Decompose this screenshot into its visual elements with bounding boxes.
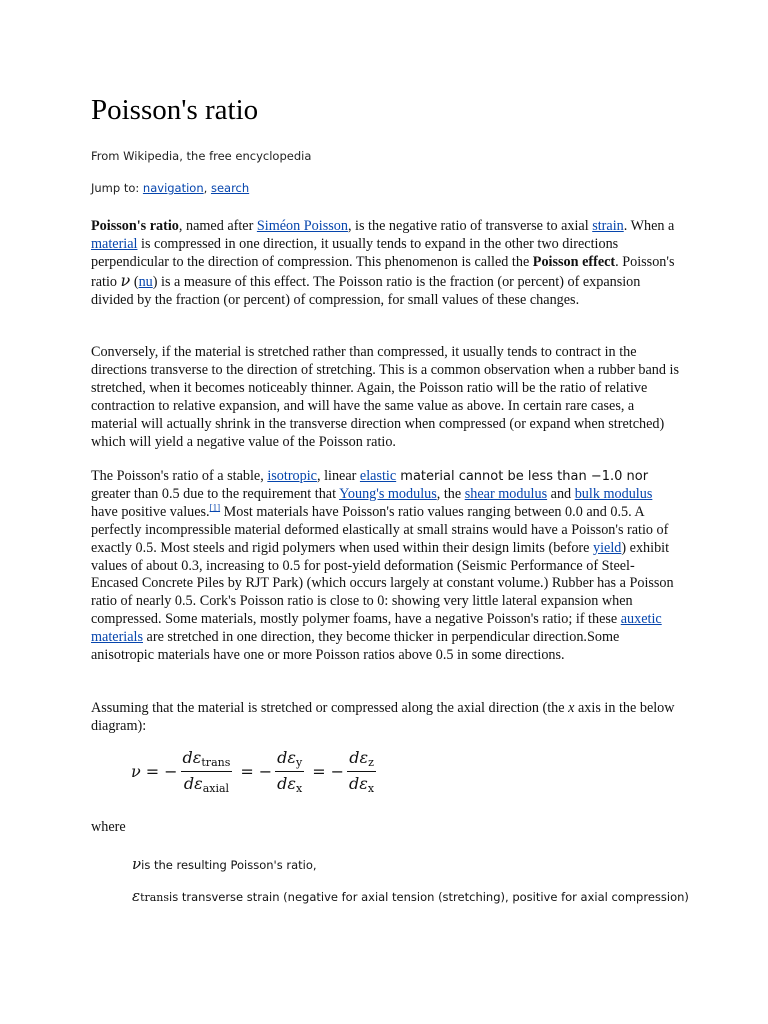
reference-superscript: [210, 502, 221, 512]
d-symbol: d: [349, 748, 360, 767]
epsilon-symbol: ε: [287, 748, 297, 767]
intro-paragraph: [91, 218, 681, 310]
formula-minus-2: −: [258, 762, 273, 781]
fraction-denominator: [275, 772, 304, 795]
subscript-trans: trans: [140, 891, 170, 904]
text: greater than 0.5 due to the requirement that: [91, 485, 340, 502]
fraction-denominator: [182, 772, 231, 795]
epsilon-symbol: ε: [287, 774, 297, 793]
link-shear-modulus[interactable]: shear modulus: [464, 485, 548, 502]
bold-term-poisson-effect: Poisson effect: [532, 253, 616, 270]
where-label: [91, 819, 681, 837]
reference-link-1[interactable]: [1]: [209, 502, 221, 513]
formula-nu: ν: [131, 762, 141, 781]
formula-equals-2: =: [240, 762, 254, 781]
link-elastic[interactable]: elastic: [359, 468, 397, 484]
epsilon-symbol: ε: [192, 748, 202, 767]
definition-epsilon-trans: [132, 887, 689, 905]
formula-minus-3: −: [330, 762, 345, 781]
fraction-z-x: [347, 748, 376, 795]
text: ) exhibit values of about 0.3, increasing to 0.5 for post-yield deformation (Seismic Performance of Steel-Encased Concrete Piles by RJT Park) (which occurs largely at constant volume.) Rubber has a Poisson ratio of nearly 0.5. Cork's Poisson ratio is close to 0: showing very little lateral expansion when compressed. Some materials, mostly polymer foams, have a negative Poisson's ratio; if these: [91, 539, 674, 628]
d-symbol: d: [277, 774, 288, 793]
link-material[interactable]: material: [91, 235, 138, 252]
formula-equals-1: =: [145, 762, 160, 781]
link-auxetic-materials[interactable]: auxetic materials: [91, 611, 662, 646]
definition-nu: [132, 855, 317, 873]
where-text: where: [91, 819, 126, 835]
text: The Poisson's ratio of a stable,: [91, 468, 268, 484]
text: Most materials have Poisson's ratio values ranging between 0.0 and 0.5. A perfectly incompressible material deformed elastically at small strains would have a Poisson's ratio of exactly 0.5. Most steels and rigid polymers when used within their design limits (before: [91, 503, 669, 556]
poisson-formula: [131, 748, 379, 795]
epsilon-symbol: ε: [194, 774, 203, 793]
epsilon-symbol: ε: [359, 748, 369, 767]
fraction-trans-axial: [181, 748, 233, 795]
d-symbol: d: [182, 748, 193, 767]
text: ) is a measure of this effect. The Poisson ratio is the fraction (or percent) of expansion divided by the fraction (or percent) of compression, for small values of these changes.: [91, 273, 641, 308]
epsilon-symbol: ε: [359, 774, 368, 793]
tagline: From Wikipedia, the free encyclopedia: [91, 149, 312, 163]
epsilon-symbol: ε: [132, 887, 141, 905]
nu-symbol: ν: [120, 270, 131, 290]
text: and: [547, 485, 575, 502]
text: , named after: [178, 218, 257, 234]
jump-to-label: Jump to:: [91, 181, 143, 195]
definition-text: is transverse strain (negative for axial tension (stretching), positive for axial compression): [169, 890, 689, 904]
link-strain[interactable]: strain: [592, 218, 624, 234]
text: Assuming that the material is stretched or compressed along the axial direction (the: [91, 700, 569, 716]
text: have positive values.: [91, 503, 210, 520]
text: is compressed in one direction, it usually tends to expand in the other two directions perpendicular to the direction of compression. This phenomenon is called the: [91, 235, 619, 270]
page-title: Poisson's ratio: [91, 94, 259, 126]
fraction-numerator: [275, 748, 304, 772]
subscript-axial: axial: [202, 782, 230, 795]
formula-minus-1: −: [164, 762, 178, 781]
text: axis in the below diagram):: [91, 700, 675, 734]
text: are stretched in one direction, they become thicker in perpendicular direction.Some anisotropic materials have one or more Poisson ratios above 0.5 in some directions.: [91, 629, 620, 664]
fraction-numerator: [347, 748, 376, 772]
d-symbol: d: [349, 774, 360, 793]
text: , is the negative ratio of transverse to axial: [347, 218, 593, 234]
third-paragraph: [91, 468, 681, 665]
link-simeon-poisson[interactable]: Siméon Poisson: [256, 218, 348, 234]
nu-symbol: ν: [132, 855, 142, 873]
fourth-paragraph: [91, 700, 681, 736]
subscript-x: x: [296, 782, 303, 795]
text: . Poisson's ratio: [91, 253, 675, 290]
definition-text: is the resulting Poisson's ratio,: [141, 858, 317, 872]
text: , the: [436, 485, 465, 502]
link-isotropic[interactable]: isotropic: [267, 468, 317, 484]
x-axis-symbol: x: [568, 700, 575, 716]
fraction-y-x: [275, 748, 304, 795]
link-bulk-modulus[interactable]: bulk modulus: [574, 485, 653, 502]
search-link[interactable]: search: [210, 181, 250, 195]
paragraph-text: Conversely, if the material is stretched rather than compressed, it usually tends to contract in the directions transverse to the direction of stretching. This is a common observation when a rubber band is stretched, when it becomes noticeably thinner. Again, the Poisson ratio will be the ratio of relative contraction to relative expansion, and will have the same value as above. In certain rare cases, a material will actually shrink in the transverse direction when compressed (or expand when stretched) which will yield a negative value of the Poisson ratio.: [91, 344, 679, 450]
text: , linear: [316, 468, 360, 484]
jump-to-bar: [91, 180, 249, 196]
link-youngs-modulus[interactable]: Young's modulus: [339, 485, 437, 502]
fraction-numerator: [181, 748, 233, 772]
text: (: [130, 273, 139, 290]
inline-math-text: material cannot be less than −1.0 nor: [396, 469, 649, 484]
subscript-z: z: [368, 756, 374, 769]
subscript-y: y: [296, 756, 303, 769]
bold-term-poissons-ratio: Poisson's ratio: [91, 218, 179, 234]
subscript-trans: trans: [201, 756, 231, 769]
navigation-link[interactable]: navigation: [142, 181, 204, 195]
link-yield[interactable]: yield: [593, 539, 622, 556]
fraction-denominator: [347, 772, 376, 795]
d-symbol: d: [183, 774, 195, 793]
d-symbol: d: [277, 748, 288, 767]
formula-equals-3: =: [312, 762, 326, 781]
jump-separator: ,: [203, 181, 211, 195]
link-nu[interactable]: nu: [138, 273, 153, 290]
text: . When a: [623, 218, 675, 234]
second-paragraph: [91, 344, 681, 451]
subscript-x: x: [367, 782, 375, 795]
